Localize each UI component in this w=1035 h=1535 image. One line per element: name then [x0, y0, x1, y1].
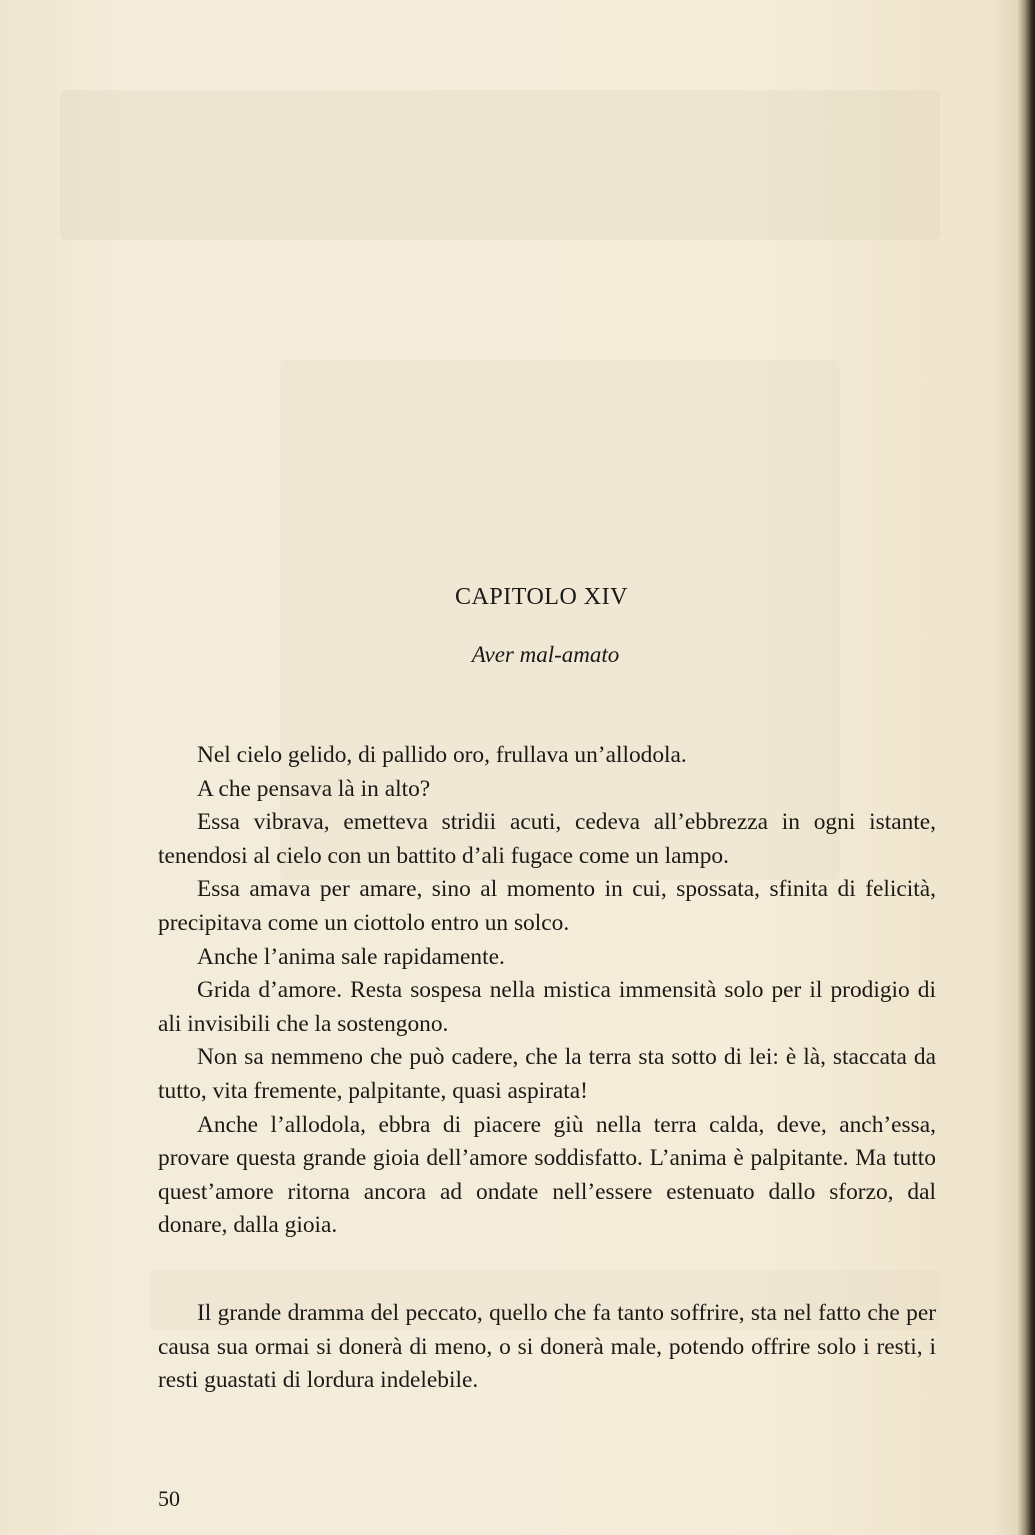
paragraph: Anche l’allodola, ebbra di piacere giù nella terra calda, deve, anch’essa, provare questa grande gioia dell’amore soddisfatto. L’anima è palpitante. Ma tutto quest’amore ritorna ancora ad ondate nell’essere estenuato dallo sforzo, dal donare, dalla gioia. — [158, 1111, 936, 1239]
paragraph: Essa amava per amare, sino al momento in cui, spossata, sfinita di felicità, precipitava come un ciottolo entro un solco. — [158, 876, 936, 936]
book-spine-shadow — [1017, 0, 1035, 1535]
section-break — [158, 1243, 936, 1297]
chapter-title: Aver mal-amato — [471, 642, 620, 667]
paragraph: Non sa nemmeno che può cadere, che la terra sta sotto di lei: è là, staccata da tutto, vita fremente, palpitante, quasi aspirata! — [158, 1044, 936, 1104]
chapter-body — [158, 739, 936, 1398]
chapter-heading: CAPITOLO XIV — [455, 584, 628, 610]
paragraph: Essa vibrava, emetteva stridii acuti, cedeva all’ebbrezza in ogni istante, tenendosi al cielo con un battito d’ali fugace come un lampo. — [158, 809, 936, 869]
paragraph: Nel cielo gelido, di pallido oro, frullava un’allodola. — [197, 742, 687, 768]
paragraph: Anche l’anima sale rapidamente. — [197, 943, 505, 970]
closing-paragraph: Il grande dramma del peccato, quello che fa tanto soffrire, sta nel fatto che per causa sua ormai si donerà di meno, o si donerà male, potendo offrire solo i resti, i resti guastati di lordura indelebile. — [158, 1299, 936, 1394]
paragraph: A che pensava là in alto? — [197, 775, 431, 802]
page-number: 50 — [158, 1486, 180, 1511]
paragraph: Grida d’amore. Resta sospesa nella mistica immensità solo per il prodigio di ali invisibili che la sostengono. — [158, 977, 936, 1037]
bleed-through-shadow — [60, 90, 940, 240]
